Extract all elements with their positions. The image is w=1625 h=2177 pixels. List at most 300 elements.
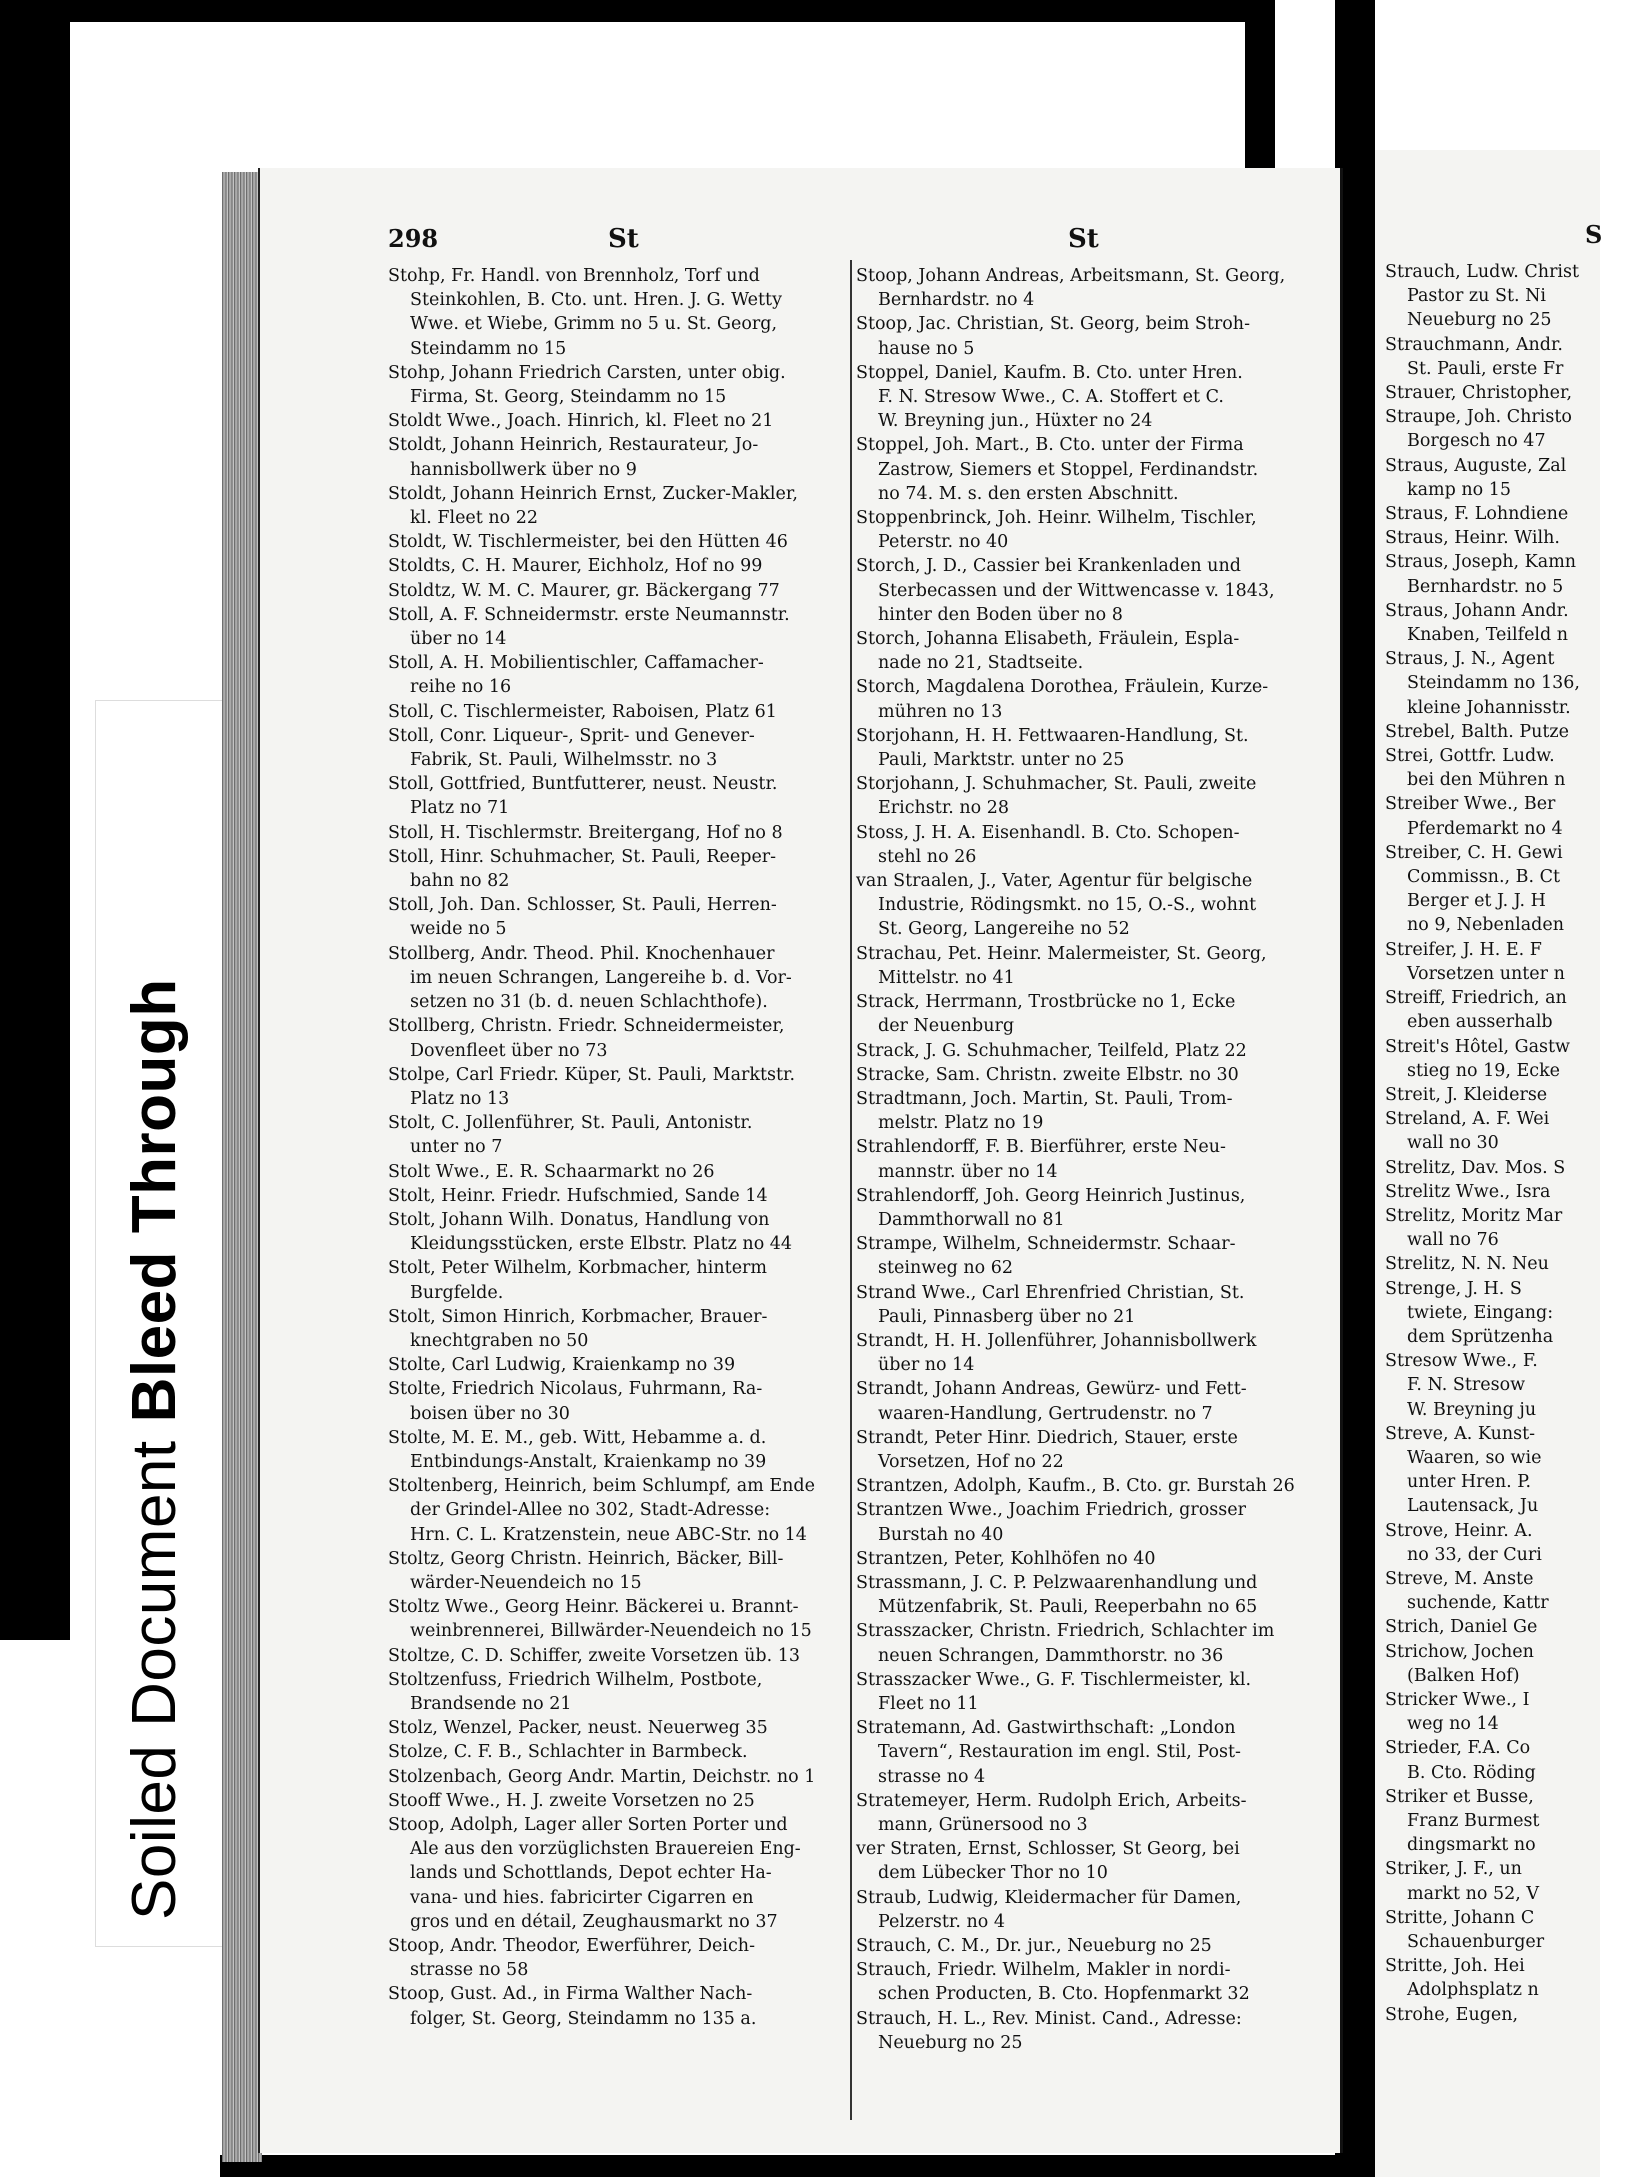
- scan-border-top: [0, 0, 1255, 22]
- entry-line: unter Hren. P.: [1407, 1472, 1532, 1493]
- entry-line: Burgfelde.: [410, 1282, 504, 1303]
- directory-entry: [856, 433, 1314, 506]
- entry-line: Streve, A. Kunst-: [1385, 1423, 1536, 1444]
- entry-line: folger, St. Georg, Steindamm no 135 a.: [410, 2008, 757, 2029]
- directory-entry: [1385, 1422, 1625, 1519]
- running-head-left: St: [608, 224, 639, 254]
- entry-line: eben ausserhalb: [1407, 1012, 1553, 1033]
- directory-entry: [1385, 1252, 1625, 1276]
- bookmark-strip: [1245, 0, 1275, 175]
- entry-line: Strelitz, Moritz Mar: [1385, 1205, 1563, 1226]
- entry-line: weide no 5: [410, 919, 507, 940]
- entry-line: weinbrennerei, Billwärder-Neuendeich no 15: [410, 1621, 812, 1642]
- directory-entry: [1385, 1035, 1625, 1083]
- entry-line: Stoll, C. Tischlermeister, Raboisen, Platz 61: [388, 701, 777, 722]
- entry-line: (Balken Hof): [1407, 1665, 1520, 1686]
- directory-entry: [388, 893, 846, 941]
- entry-line: kleine Johannisstr.: [1407, 697, 1571, 718]
- directory-entry: [388, 1426, 846, 1474]
- directory-entry: [1385, 1277, 1625, 1350]
- entry-line: Storjohann, H. H. Fettwaaren-Handlung, St.: [856, 725, 1249, 746]
- directory-entry: [388, 361, 846, 409]
- entry-line: Stoll, Gottfried, Buntfutterer, neust. Neustr.: [388, 774, 778, 795]
- entry-line: Striker et Busse,: [1385, 1786, 1534, 1807]
- entry-line: Platz no 71: [410, 798, 510, 819]
- directory-entry: [1385, 1906, 1625, 1954]
- directory-entry: [1385, 260, 1625, 333]
- directory-entry: [1385, 381, 1625, 405]
- entry-line: Strandt, H. H. Jollenführer, Johannisbollwerk: [856, 1330, 1257, 1351]
- entry-line: Stoltenberg, Heinrich, beim Schlumpf, am Ende: [388, 1476, 815, 1497]
- entry-line: bahn no 82: [410, 871, 510, 892]
- entry-line: unter no 7: [410, 1137, 503, 1158]
- entry-line: Straub, Ludwig, Kleidermacher für Damen,: [856, 1887, 1242, 1908]
- entry-line: Franz Burmest: [1407, 1811, 1540, 1831]
- directory-entry: [388, 821, 846, 845]
- entry-line: Strauer, Christopher,: [1385, 383, 1573, 404]
- entry-line: Hrn. C. L. Kratzenstein, neue ABC-Str. no 14: [410, 1524, 807, 1545]
- entry-line: Storjohann, J. Schuhmacher, St. Pauli, zweite: [856, 774, 1257, 795]
- entry-line: Stoop, Johann Andreas, Arbeitsmann, St. Georg,: [856, 266, 1286, 286]
- directory-entry: [856, 554, 1314, 627]
- entry-line: Stollberg, Andr. Theod. Phil. Knochenhauer: [388, 943, 775, 964]
- entry-line: Stradtmann, Joch. Martin, St. Pauli, Trom-: [856, 1088, 1233, 1109]
- entry-line: Strieder, F.A. Co: [1385, 1738, 1531, 1759]
- entry-line: Industrie, Rödingsmkt. no 15, O.-S., wohnt: [878, 895, 1257, 916]
- entry-line: wärder-Neuendeich no 15: [410, 1572, 642, 1593]
- entry-line: Strebel, Balth. Putze: [1385, 721, 1569, 742]
- entry-line: St. Pauli, erste Fr: [1407, 358, 1564, 379]
- entry-line: Straus, J. N., Agent: [1385, 649, 1555, 670]
- entry-line: mühren no 13: [878, 701, 1003, 722]
- directory-entry: [856, 312, 1314, 360]
- entry-line: mannstr. über no 14: [878, 1161, 1058, 1182]
- entry-line: Straus, Heinr. Wilh.: [1385, 528, 1560, 549]
- entry-line: Stoldt Wwe., Joach. Hinrich, kl. Fleet no 21: [388, 411, 774, 432]
- entry-line: Bernhardstr. no 5: [1407, 576, 1564, 597]
- directory-entry: [1385, 405, 1625, 453]
- entry-line: ver Straten, Ernst, Schlosser, St Georg, bei: [856, 1839, 1240, 1860]
- entry-line: F. N. Stresow: [1407, 1375, 1526, 1396]
- entry-line: Strandt, Johann Andreas, Gewürz- und Fett-: [856, 1379, 1247, 1400]
- entry-line: über no 14: [410, 629, 507, 650]
- directory-entry: [1385, 1107, 1625, 1155]
- directory-entry: [1385, 1688, 1625, 1736]
- entry-line: Strassmann, J. C. P. Pelzwaarenhandlung und: [856, 1572, 1258, 1593]
- directory-entry: [388, 1111, 846, 1159]
- directory-entry: [1385, 1567, 1625, 1615]
- directory-entry: [1385, 454, 1625, 502]
- entry-line: Stolt Wwe., E. R. Schaarmarkt no 26: [388, 1161, 715, 1182]
- directory-entry: [1385, 647, 1625, 720]
- directory-entry: [1385, 792, 1625, 840]
- entry-line: Ale aus den vorzüglichsten Brauereien Eng-: [410, 1839, 801, 1860]
- directory-entry: [1385, 1736, 1625, 1784]
- left-column: [388, 264, 846, 2031]
- entry-line: Straus, Joseph, Kamn: [1385, 552, 1577, 573]
- directory-entry: [388, 1160, 846, 1184]
- entry-line: setzen no 31 (b. d. neuen Schlachthofe).: [410, 992, 768, 1013]
- directory-entry: [856, 1377, 1314, 1425]
- entry-line: Stoppenbrinck, Joh. Heinr. Wilhelm, Tischler,: [856, 508, 1257, 529]
- directory-entry: [388, 1740, 846, 1764]
- entry-line: W. Breyning ju: [1407, 1399, 1537, 1420]
- directory-entry: [1385, 1640, 1625, 1688]
- entry-line: Straus, F. Lohndiene: [1385, 504, 1569, 525]
- entry-line: Steindamm no 15: [410, 338, 567, 359]
- entry-line: Pauli, Marktstr. unter no 25: [878, 750, 1125, 771]
- entry-line: Adolphsplatz n: [1407, 1980, 1539, 2001]
- directory-entry: [1385, 938, 1625, 986]
- entry-line: Stoll, Conr. Liqueur-, Sprit- und Genever-: [388, 725, 755, 746]
- entry-line: strasse no 58: [410, 1960, 529, 1981]
- entry-line: dem Lübecker Thor no 10: [878, 1863, 1108, 1884]
- entry-line: weg no 14: [1407, 1714, 1499, 1735]
- page-header: [388, 224, 1288, 264]
- directory-entry: [388, 1789, 846, 1813]
- entry-line: Stolpe, Carl Friedr. Küper, St. Pauli, Marktstr.: [388, 1064, 796, 1085]
- entry-line: gros und en détail, Zeughausmarkt no 37: [410, 1911, 778, 1932]
- directory-entry: [388, 1014, 846, 1062]
- entry-line: Lautensack, Ju: [1407, 1496, 1539, 1517]
- entry-line: melstr. Platz no 19: [878, 1113, 1044, 1134]
- entry-line: steinweg no 62: [878, 1258, 1013, 1279]
- entry-line: Stoltzenfuss, Friedrich Wilhelm, Postbote,: [388, 1669, 763, 1690]
- entry-line: der Grindel-Allee no 302, Stadt-Adresse:: [410, 1500, 771, 1521]
- entry-line: nade no 21, Stadtseite.: [878, 653, 1084, 674]
- entry-line: Streit's Hôtel, Gastw: [1385, 1036, 1571, 1057]
- entry-line: Stracke, Sam. Christn. zweite Elbstr. no 30: [856, 1064, 1239, 1085]
- directory-entry: [1385, 333, 1625, 381]
- entry-line: Erichstr. no 28: [878, 798, 1010, 819]
- entry-line: stehl no 26: [878, 846, 977, 867]
- directory-entry: [388, 603, 846, 651]
- directory-entry: [856, 675, 1314, 723]
- entry-line: Strauchmann, Andr.: [1385, 334, 1563, 355]
- entry-line: suchende, Kattr: [1407, 1593, 1549, 1614]
- entry-line: Stoop, Andr. Theodor, Ewerführer, Deich-: [388, 1936, 755, 1957]
- entry-line: Strampe, Wilhelm, Schneidermstr. Schaar-: [856, 1234, 1236, 1255]
- scan-border-left: [0, 0, 70, 1640]
- directory-entry: [1385, 1519, 1625, 1567]
- directory-entry: [388, 700, 846, 724]
- entry-line: Stolt, Johann Wilh. Donatus, Handlung von: [388, 1209, 770, 1230]
- directory-entry: [1385, 599, 1625, 647]
- entry-line: waaren-Handlung, Gertrudenstr. no 7: [878, 1403, 1213, 1424]
- entry-line: Wwe. et Wiebe, Grimm no 5 u. St. Georg,: [410, 314, 778, 335]
- directory-entry: [388, 1377, 846, 1425]
- entry-line: über no 14: [878, 1355, 975, 1376]
- entry-line: mann, Grünersood no 3: [878, 1815, 1088, 1835]
- entry-line: knechtgraben no 50: [410, 1330, 589, 1351]
- entry-line: Streit, J. Kleiderse: [1385, 1084, 1548, 1105]
- entry-line: Strauch, H. L., Rev. Minist. Cand., Adresse:: [856, 2008, 1242, 2029]
- directory-entry: [1385, 1180, 1625, 1204]
- entry-line: Storch, Johanna Elisabeth, Fräulein, Espla-: [856, 629, 1240, 650]
- entry-line: Pastor zu St. Ni: [1407, 286, 1547, 307]
- entry-line: Stooff Wwe., H. J. zweite Vorsetzen no 25: [388, 1790, 755, 1811]
- entry-line: Strelitz, Dav. Mos. S: [1385, 1157, 1566, 1178]
- directory-entry: [856, 1619, 1314, 1667]
- entry-line: Strantzen, Adolph, Kaufm., B. Cto. gr. Burstah 26: [856, 1476, 1295, 1497]
- entry-line: Stritte, Johann C: [1385, 1907, 1535, 1928]
- entry-line: Stolt, Simon Hinrich, Korbmacher, Brauer-: [388, 1306, 768, 1327]
- entry-line: Straus, Auguste, Zal: [1385, 455, 1567, 476]
- directory-entry: [1385, 1785, 1625, 1858]
- entry-line: Strei, Gottfr. Ludw.: [1385, 746, 1555, 767]
- entry-line: Waaren, so wie: [1407, 1447, 1542, 1468]
- directory-entry: [856, 1837, 1314, 1885]
- directory-entry: [388, 772, 846, 820]
- entry-line: Stoltz, Georg Christn. Heinrich, Bäcker, Bill-: [388, 1548, 784, 1569]
- entry-line: bei den Mühren n: [1407, 770, 1566, 791]
- page-stack-edge: [222, 172, 262, 2162]
- entry-line: Stohp, Fr. Handl. von Brennholz, Torf und: [388, 266, 760, 286]
- entry-line: vana- und hies. fabricirter Cigarren en: [410, 1887, 754, 1908]
- entry-line: no 9, Nebenladen: [1407, 915, 1564, 936]
- directory-entry: [388, 264, 846, 361]
- entry-line: Strahlendorff, F. B. Bierführer, erste Neu-: [856, 1137, 1226, 1158]
- entry-line: Mützenfabrik, St. Pauli, Reeperbahn no 65: [878, 1597, 1258, 1618]
- entry-line: hinter den Boden über no 8: [878, 604, 1123, 625]
- entry-line: Borgesch no 47: [1407, 431, 1546, 452]
- directory-entry: [856, 772, 1314, 820]
- entry-line: Storch, J. D., Cassier bei Krankenladen und: [856, 556, 1241, 577]
- entry-line: kamp no 15: [1407, 479, 1512, 500]
- entry-line: Strasszacker, Christn. Friedrich, Schlachter im: [856, 1621, 1275, 1642]
- directory-entry: [1385, 1083, 1625, 1107]
- entry-line: Stresow Wwe., F.: [1385, 1351, 1538, 1372]
- entry-line: Peterstr. no 40: [878, 532, 1009, 553]
- directory-entry: [388, 433, 846, 481]
- directory-page: [258, 168, 1343, 2153]
- entry-line: dem Sprützenha: [1407, 1326, 1554, 1347]
- entry-line: twiete, Eingang:: [1407, 1302, 1554, 1323]
- entry-line: Stolte, M. E. M., geb. Witt, Hebamme a. d.: [388, 1427, 767, 1448]
- entry-line: der Neuenburg: [878, 1016, 1015, 1037]
- entry-line: Stoppel, Joh. Mart., B. Cto. unter der Firma: [856, 435, 1244, 456]
- entry-line: Streifer, J. H. E. F: [1385, 939, 1542, 960]
- directory-entry: [1385, 744, 1625, 792]
- entry-line: Pelzerstr. no 4: [878, 1911, 1005, 1932]
- entry-line: Stratemeyer, Herm. Rudolph Erich, Arbeits-: [856, 1790, 1247, 1811]
- entry-line: Stoldt, W. Tischlermeister, bei den Hütten 46: [388, 532, 788, 553]
- entry-line: Pferdemarkt no 4: [1407, 818, 1563, 839]
- condition-label: [120, 670, 190, 1920]
- directory-entry: [856, 821, 1314, 869]
- directory-entry: [856, 1716, 1314, 1789]
- entry-line: Mittelstr. no 41: [878, 967, 1015, 988]
- entry-line: Stolt, Heinr. Friedr. Hufschmied, Sande 14: [388, 1185, 768, 1206]
- entry-line: Stolz, Wenzel, Packer, neust. Neuerweg 35: [388, 1718, 768, 1739]
- entry-line: Stolt, C. Jollenführer, St. Pauli, Antonistr.: [388, 1113, 753, 1134]
- directory-entry: [388, 724, 846, 772]
- entry-line: Zastrow, Siemers et Stoppel, Ferdinandstr.: [878, 459, 1259, 480]
- entry-line: Neueburg no 25: [1407, 310, 1552, 331]
- directory-entry: [1385, 1954, 1625, 2002]
- right-column: [856, 264, 1314, 2055]
- entry-line: Stoldt, Johann Heinrich, Restaurateur, Jo-: [388, 435, 759, 456]
- entry-line: Straus, Johann Andr.: [1385, 600, 1569, 621]
- entry-line: Stoltz Wwe., Georg Heinr. Bäckerei u. Brannt-: [388, 1597, 799, 1618]
- entry-line: Strove, Heinr. A.: [1385, 1520, 1533, 1541]
- column-divider: [850, 260, 852, 2120]
- directory-entry: [388, 845, 846, 893]
- directory-entry: [856, 1184, 1314, 1232]
- entry-line: Stolte, Friedrich Nicolaus, Fuhrmann, Ra-: [388, 1379, 763, 1400]
- directory-entry: [856, 869, 1314, 942]
- directory-entry: [388, 1184, 846, 1208]
- directory-entry: [388, 1982, 846, 2030]
- entry-line: Strachau, Pet. Heinr. Malermeister, St. Georg,: [856, 943, 1267, 964]
- directory-entry: [856, 1474, 1314, 1498]
- directory-entry: [388, 1305, 846, 1353]
- entry-line: boisen über no 30: [410, 1403, 570, 1424]
- entry-line: Platz no 13: [410, 1088, 510, 1109]
- entry-line: Stoltze, C. D. Schiffer, zweite Vorsetzen üb. 13: [388, 1645, 801, 1666]
- directory-entry: [1385, 1857, 1625, 1905]
- entry-line: Stolt, Peter Wilhelm, Korbmacher, hinterm: [388, 1258, 768, 1279]
- entry-line: Kleidungsstücken, erste Elbstr. Platz no 44: [410, 1234, 793, 1255]
- entry-line: Knaben, Teilfeld n: [1407, 625, 1569, 646]
- condition-label-soiled: Soiled Document: [120, 1440, 189, 1920]
- entry-line: Stollberg, Christn. Friedr. Schneidermeister,: [388, 1016, 785, 1037]
- directory-entry: [388, 1595, 846, 1643]
- directory-entry: [388, 482, 846, 530]
- entry-line: Bernhardstr. no 4: [878, 290, 1035, 311]
- directory-entry: [388, 1644, 846, 1668]
- entry-line: Stolzenbach, Georg Andr. Martin, Deichstr. no 1: [388, 1766, 816, 1787]
- directory-entry: [1385, 720, 1625, 744]
- directory-entry: [388, 579, 846, 603]
- directory-entry: [856, 1934, 1314, 1958]
- entry-line: F. N. Stresow Wwe., C. A. Stoffert et C.: [878, 387, 1224, 408]
- entry-line: Strich, Daniel Ge: [1385, 1617, 1538, 1638]
- entry-line: Streiber, C. H. Gewi: [1385, 842, 1563, 863]
- entry-line: Stritte, Joh. Hei: [1385, 1956, 1525, 1977]
- directory-entry: [1385, 1156, 1625, 1180]
- entry-line: Strantzen Wwe., Joachim Friedrich, grosser: [856, 1500, 1246, 1521]
- directory-entry: [856, 2007, 1314, 2055]
- directory-entry: [856, 627, 1314, 675]
- directory-entry: [388, 1668, 846, 1716]
- entry-line: Brandsende no 21: [410, 1693, 572, 1714]
- directory-entry: [388, 1063, 846, 1111]
- entry-line: Stolze, C. F. B., Schlachter in Barmbeck.: [388, 1742, 748, 1763]
- directory-entry: [1385, 1204, 1625, 1252]
- directory-entry: [388, 651, 846, 699]
- entry-line: neuen Schrangen, Dammthorstr. no 36: [878, 1645, 1224, 1666]
- entry-line: markt no 52, V: [1407, 1883, 1539, 1904]
- directory-entry: [388, 1208, 846, 1256]
- entry-line: Stoll, A. F. Schneidermstr. erste Neumannstr.: [388, 604, 790, 625]
- directory-entry: [1385, 986, 1625, 1034]
- directory-entry: [856, 1039, 1314, 1063]
- entry-line: B. Cto. Röding: [1407, 1762, 1536, 1783]
- directory-entry: [388, 942, 846, 1015]
- entry-line: Striker, J. F., un: [1385, 1859, 1522, 1880]
- entry-line: Commissn., B. Ct: [1407, 867, 1561, 888]
- entry-line: Strahlendorff, Joh. Georg Heinrich Justinus,: [856, 1185, 1246, 1206]
- directory-entry: [856, 942, 1314, 990]
- entry-line: Streiber Wwe., Ber: [1385, 794, 1556, 815]
- entry-line: Stoll, Hinr. Schuhmacher, St. Pauli, Reeper-: [388, 846, 777, 867]
- directory-entry: [856, 1498, 1314, 1546]
- entry-line: Strohe, Eugen,: [1385, 2004, 1519, 2025]
- entry-line: Tavern“, Restauration im engl. Stil, Post-: [878, 1742, 1241, 1763]
- directory-entry: [856, 1135, 1314, 1183]
- entry-line: Strauch, Friedr. Wilhelm, Makler in nordi-: [856, 1960, 1231, 1981]
- directory-entry: [856, 361, 1314, 434]
- directory-entry: [1385, 526, 1625, 550]
- entry-line: hannisbollwerk über no 9: [410, 459, 637, 480]
- entry-line: Streiff, Friedrich, an: [1385, 988, 1567, 1009]
- directory-entry: [388, 1813, 846, 1934]
- entry-line: Strelitz Wwe., Isra: [1385, 1181, 1551, 1202]
- directory-entry: [1385, 2003, 1625, 2027]
- entry-line: Dovenfleet über no 73: [410, 1040, 608, 1061]
- entry-line: dingsmarkt no: [1407, 1835, 1536, 1856]
- entry-line: Dammthorwall no 81: [878, 1209, 1065, 1230]
- entry-line: im neuen Schrangen, Langereihe b. d. Vor-: [410, 967, 792, 988]
- entry-line: Strauch, C. M., Dr. jur., Neueburg no 25: [856, 1936, 1212, 1957]
- entry-line: Entbindungs-Anstalt, Kraienkamp no 39: [410, 1451, 767, 1472]
- directory-entry: [388, 1256, 846, 1304]
- facing-page: [1375, 150, 1603, 2177]
- entry-line: Strack, Herrmann, Trostbrücke no 1, Ecke: [856, 992, 1236, 1013]
- entry-line: wall no 30: [1407, 1133, 1499, 1154]
- entry-line: Strand Wwe., Carl Ehrenfried Christian, St.: [856, 1282, 1245, 1303]
- directory-entry: [856, 1886, 1314, 1934]
- directory-entry: [388, 1474, 846, 1547]
- entry-line: St. Georg, Langereihe no 52: [878, 919, 1130, 940]
- entry-line: Burstah no 40: [878, 1524, 1004, 1545]
- directory-entry: [388, 409, 846, 433]
- directory-entry: [856, 1958, 1314, 2006]
- entry-line: Strenge, J. H. S: [1385, 1278, 1522, 1299]
- directory-entry: [856, 1087, 1314, 1135]
- facing-page-column: [1385, 260, 1625, 2027]
- condition-label-bleed: Bleed Through: [120, 978, 189, 1423]
- entry-line: Stoll, H. Tischlermstr. Breitergang, Hof no 8: [388, 822, 783, 843]
- entry-line: Pauli, Pinnasberg über no 21: [878, 1306, 1136, 1327]
- entry-line: Stoop, Jac. Christian, St. Georg, beim Stroh-: [856, 314, 1250, 335]
- directory-entry: [856, 1232, 1314, 1280]
- facing-page-header: S: [1585, 220, 1603, 249]
- directory-entry: [388, 1547, 846, 1595]
- directory-entry: [388, 1934, 846, 1982]
- entry-line: reihe no 16: [410, 677, 512, 698]
- directory-entry: [856, 506, 1314, 554]
- directory-entry: [388, 530, 846, 554]
- entry-line: Stoss, J. H. A. Eisenhandl. B. Cto. Schopen-: [856, 822, 1240, 843]
- entry-line: Fabrik, St. Pauli, Wilhelmsstr. no 3: [410, 750, 718, 771]
- entry-line: hause no 5: [878, 338, 975, 359]
- entry-line: Stricker Wwe., I: [1385, 1689, 1530, 1710]
- directory-entry: [388, 1765, 846, 1789]
- directory-entry: [856, 1668, 1314, 1716]
- directory-entry: [856, 1547, 1314, 1571]
- entry-line: Stolte, Carl Ludwig, Kraienkamp no 39: [388, 1355, 736, 1376]
- entry-line: strasse no 4: [878, 1766, 986, 1787]
- entry-line: Stoldts, C. H. Maurer, Eichholz, Hof no 99: [388, 556, 763, 577]
- entry-line: van Straalen, J., Vater, Agentur für belgische: [856, 871, 1253, 892]
- entry-line: no 74. M. s. den ersten Abschnitt.: [878, 483, 1179, 504]
- entry-line: Streve, M. Anste: [1385, 1568, 1534, 1589]
- entry-line: Strasszacker Wwe., G. F. Tischlermeister, kl.: [856, 1669, 1252, 1690]
- entry-line: Sterbecassen und der Wittwencasse v. 1843,: [878, 580, 1275, 601]
- entry-line: Vorsetzen unter n: [1407, 963, 1565, 984]
